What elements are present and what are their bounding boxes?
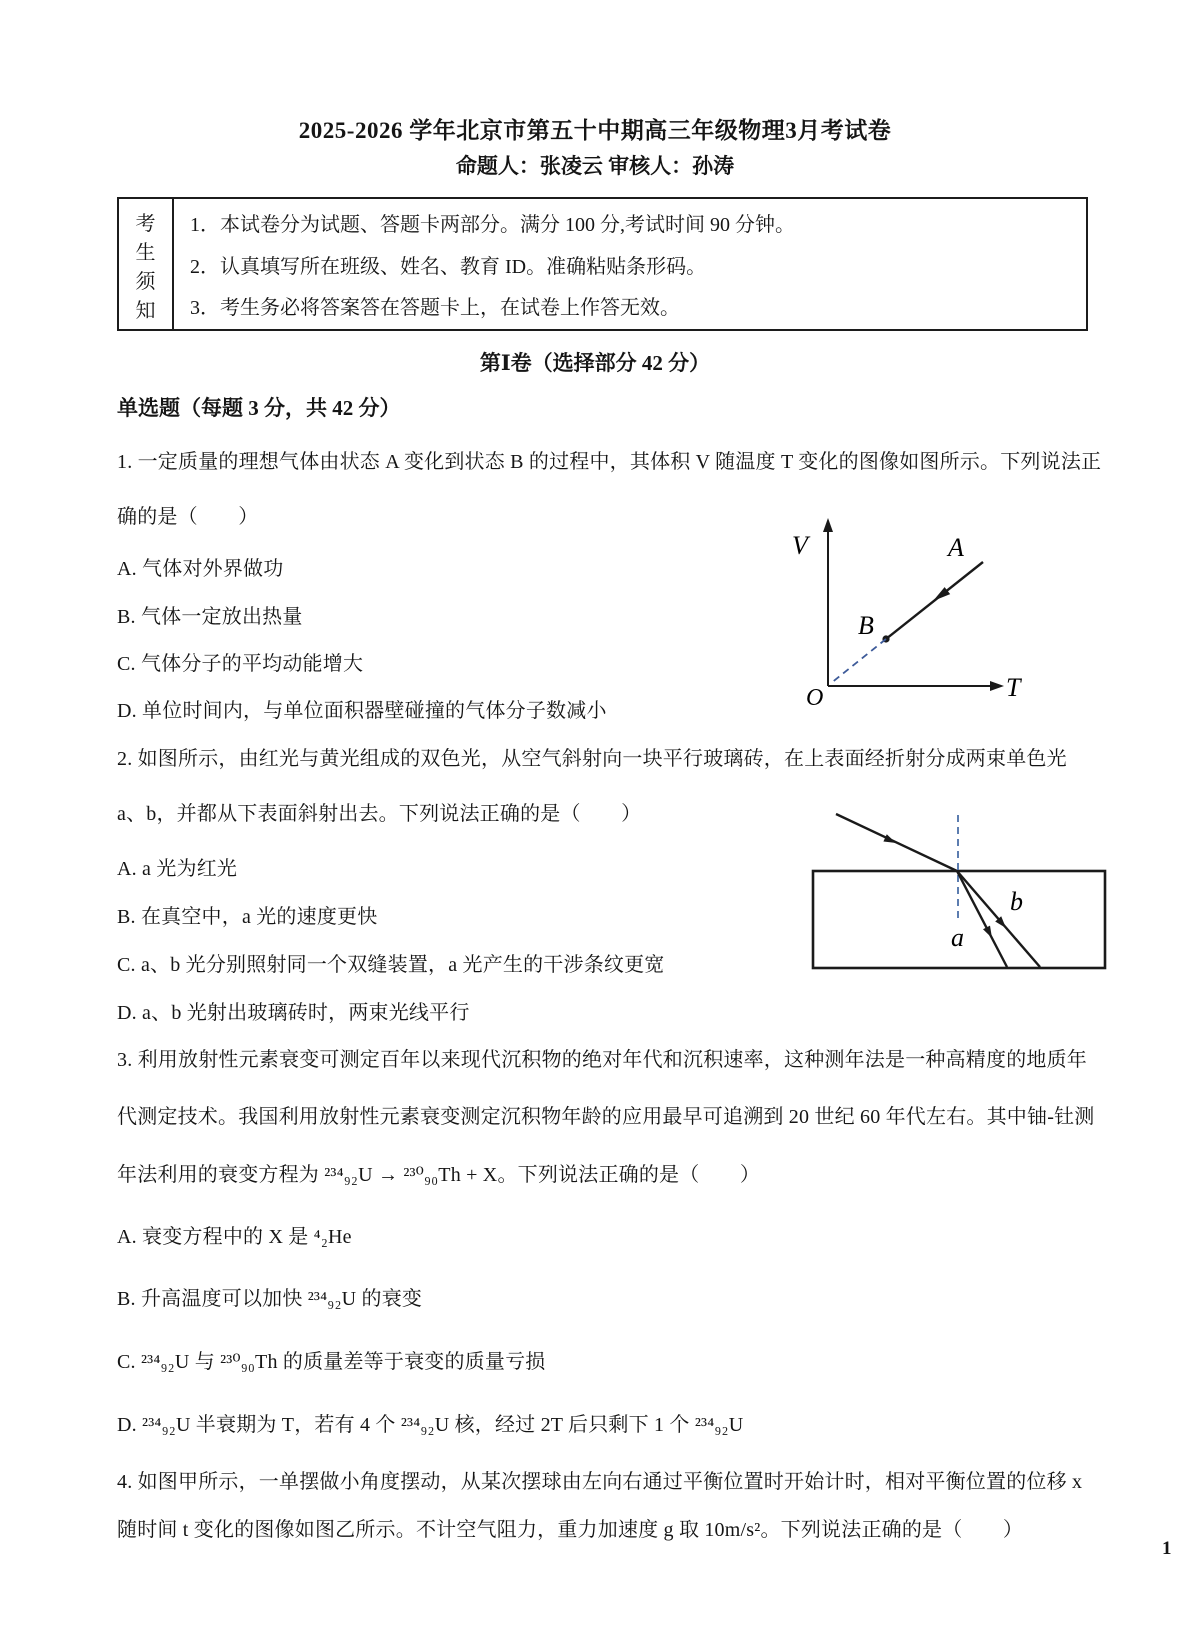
q3-text-line-2: 代测定技术。我国利用放射性元素衰变测定沉积物年龄的应用最早可追溯到 20 世纪 60 年代左右。其中铀-钍测 xyxy=(117,1106,1095,1128)
q2-option-d: D. a、b 光射出玻璃砖时，两束光线平行 xyxy=(117,1002,470,1024)
q1-option-a: A. 气体对外界做功 xyxy=(117,558,284,580)
q3-text-line-3: 年法利用的衰变方程为 ²³⁴₉₂U → ²³⁰₉₀Th + X。下列说法正确的是（ ） xyxy=(117,1164,761,1186)
v-axis-arrow-icon xyxy=(823,518,833,532)
notice-label-char: 须 xyxy=(135,271,156,293)
q2-option-a: A. a 光为红光 xyxy=(117,858,238,880)
notice-item-1: 1．本试卷分为试题、答题卡两部分。满分 100 分,考试时间 90 分钟。 xyxy=(190,214,795,236)
notice-label-char: 考 xyxy=(135,213,156,235)
glass-brick-svg xyxy=(778,808,1113,978)
q1-text-line-2: 确的是（ ） xyxy=(117,506,259,528)
q2-glass-brick-diagram xyxy=(778,808,1113,978)
q1-text-line-1: 1. 一定质量的理想气体由状态 A 变化到状态 B 的过程中，其体积 V 随温度 T 变化的图像如图所示。下列说法正 xyxy=(117,451,1102,473)
ray-a-label: a xyxy=(951,923,964,952)
part-1-heading: 第Ⅰ卷（选择部分 42 分） xyxy=(479,351,711,375)
q4-text-line-2: 随时间 t 变化的图像如图乙所示。不计空气阻力，重力加速度 g 取 10m/s²。下列说法正确的是（ ） xyxy=(117,1519,1024,1541)
q1-option-b: B. 气体一定放出热量 xyxy=(117,606,303,628)
incident-ray xyxy=(836,814,957,871)
q2-option-c: C. a、b 光分别照射同一个双缝装置，a 光产生的干涉条纹更宽 xyxy=(117,954,665,976)
ray-a-arrow-icon xyxy=(983,926,992,938)
exam-authors: 命题人：张凌云 审核人：孙涛 xyxy=(455,154,735,178)
v-axis-label: V xyxy=(792,531,808,560)
origin-label: O xyxy=(806,685,824,711)
single-choice-heading: 单选题（每题 3 分，共 42 分） xyxy=(117,396,401,420)
q1-option-d: D. 单位时间内，与单位面积器壁碰撞的气体分子数减小 xyxy=(117,700,607,722)
q3-option-c: C. ²³⁴₉₂U 与 ²³⁰₉₀Th 的质量差等于衰变的质量亏损 xyxy=(117,1351,546,1373)
incident-ray-arrow-icon xyxy=(883,834,896,843)
t-axis-label: T xyxy=(1006,673,1021,702)
point-b-label: B xyxy=(858,611,874,640)
notice-label-char: 生 xyxy=(135,242,156,264)
notice-label-char: 知 xyxy=(135,300,156,322)
notice-item-2: 2．认真填写所在班级、姓名、教育 ID。准确粘贴条形码。 xyxy=(190,255,707,278)
q1-vt-graph xyxy=(750,498,1025,710)
q3-option-b: B. 升高温度可以加快 ²³⁴₉₂U 的衰变 xyxy=(117,1288,423,1310)
point-a-label: A xyxy=(948,533,964,562)
q4-text-line-1: 4. 如图甲所示，一单摆做小角度摆动，从某次摆球由左向右通过平衡位置时开始计时，相对平衡位置的位移 x xyxy=(117,1471,1083,1493)
notice-item-3: 3．考生务必将答案答在答题卡上，在试卷上作答无效。 xyxy=(190,297,680,319)
page-title: 2025-2026 学年北京市第五十中期高三年级物理3月考试卷 xyxy=(298,118,892,143)
q3-option-a: A. 衰变方程中的 X 是 ⁴₂He xyxy=(117,1226,352,1248)
t-axis-arrow-icon xyxy=(990,681,1004,691)
q1-option-c: C. 气体分子的平均动能增大 xyxy=(117,653,364,675)
vt-graph-svg xyxy=(750,498,1025,710)
q2-option-b: B. 在真空中，a 光的速度更快 xyxy=(117,906,378,928)
q2-text-line-1: 2. 如图所示，由红光与黄光组成的双色光，从空气斜射向一块平行玻璃砖，在上表面经折射分成两束单色光 xyxy=(117,748,1067,770)
notice-items xyxy=(174,199,1086,329)
examinee-notice-box xyxy=(117,197,1088,331)
notice-vertical-label xyxy=(119,199,174,329)
ray-b-label: b xyxy=(1010,887,1023,916)
dashed-extension xyxy=(830,639,886,684)
page-number: 1 xyxy=(1162,1538,1172,1559)
q3-text-line-1: 3. 利用放射性元素衰变可测定百年以来现代沉积物的绝对年代和沉积速率，这种测年法是一种高精度的地质年 xyxy=(117,1049,1087,1071)
q2-text-line-2: a、b，并都从下表面斜射出去。下列说法正确的是（ ） xyxy=(117,803,642,825)
glass-brick xyxy=(813,871,1105,968)
process-line xyxy=(886,562,983,639)
q3-option-d: D. ²³⁴₉₂U 半衰期为 T，若有 4 个 ²³⁴₉₂U 核，经过 2T 后只剩下 1 个 ²³⁴₉₂U xyxy=(117,1414,744,1436)
